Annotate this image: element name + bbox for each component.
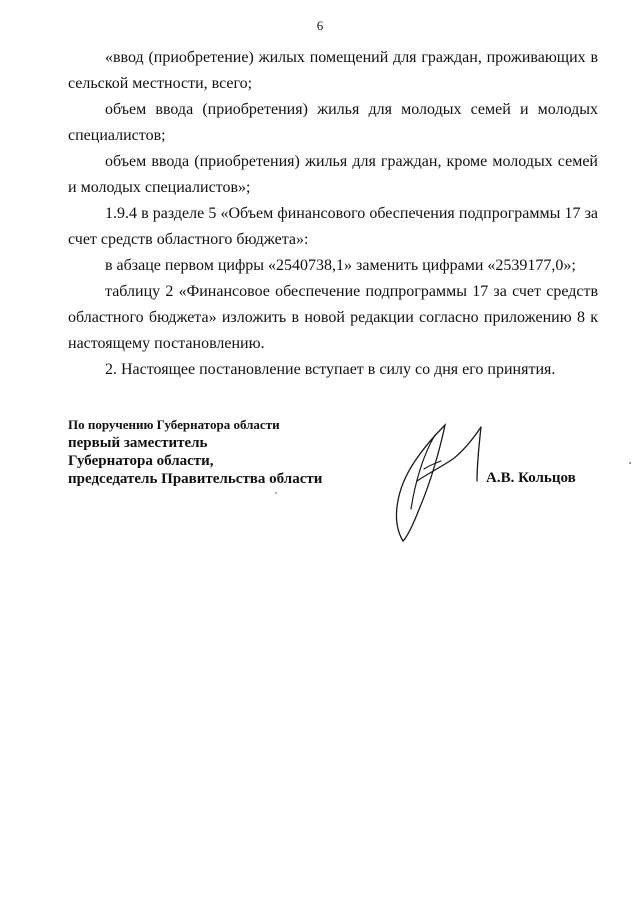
- signatory-authority-line: По поручению Губернатора области: [68, 417, 280, 432]
- signatory-title-line: председатель Правительства области: [68, 471, 323, 487]
- document-body: [68, 45, 598, 383]
- signer-name: А.В. Кольцов: [486, 470, 576, 486]
- signature-block: [68, 417, 608, 557]
- page-number: 6: [316, 18, 324, 33]
- paragraph: в абзаце первом цифры «2540738,1» заменить цифрами «2539177,0»;: [105, 257, 576, 274]
- scan-artifact: [629, 462, 631, 464]
- paragraph: объем ввода (приобретения) жилья для молодых семей и молодых специалистов;: [68, 101, 598, 144]
- scan-artifact: [275, 492, 277, 494]
- paragraph: таблицу 2 «Финансовое обеспечение подпрограммы 17 за счет средств областного бюджета» изложить в новой редакции согласно приложению 8 к настоящему постановлению.: [68, 283, 598, 352]
- signatory-title-line: первый заместитель: [68, 435, 208, 451]
- paragraph: объем ввода (приобретения) жилья для граждан, кроме молодых семей и молодых специалистов»;: [68, 153, 598, 196]
- paragraph: «ввод (приобретение) жилых помещений для граждан, проживающих в сельской местности, всего;: [68, 49, 598, 92]
- paragraph: 1.9.4 в разделе 5 «Объем финансового обеспечения подпрограммы 17 за счет средств областного бюджета»:: [68, 205, 598, 248]
- signatory-title-line: Губернатора области,: [68, 453, 214, 469]
- paragraph: 2. Настоящее постановление вступает в силу со дня его принятия.: [105, 361, 556, 378]
- handwritten-signature: [341, 411, 491, 551]
